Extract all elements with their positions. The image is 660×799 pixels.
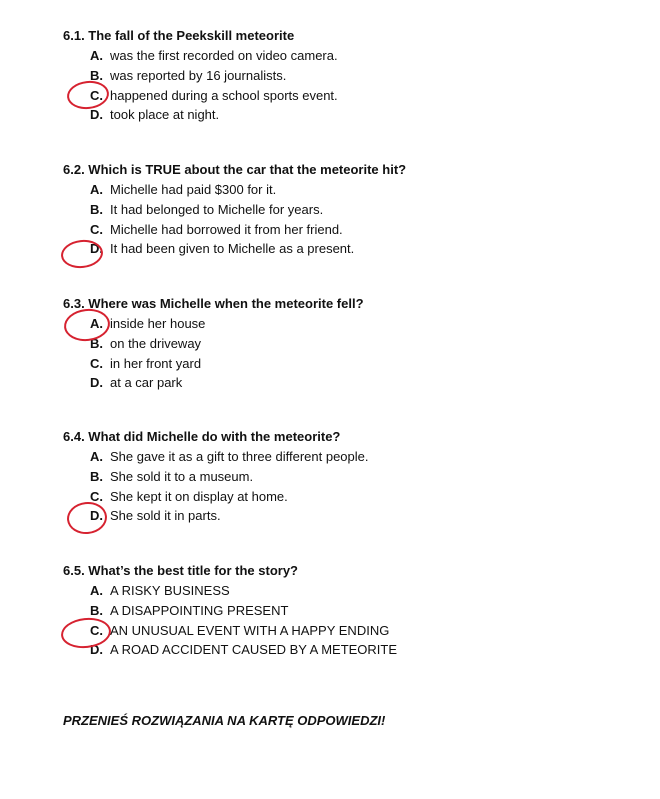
option-a[interactable] <box>63 447 623 467</box>
option-text: She gave it as a gift to three different people. <box>110 449 369 464</box>
option-d[interactable] <box>63 239 623 259</box>
option-b[interactable] <box>63 200 623 220</box>
question-6-2 <box>63 160 623 259</box>
option-d[interactable] <box>63 105 623 125</box>
option-a[interactable] <box>63 46 623 66</box>
option-text: Michelle had borrowed it from her friend. <box>110 221 343 237</box>
question-title: 6.3. Where was Michelle when the meteorite fell? <box>63 296 364 311</box>
option-text: in her front yard <box>110 355 202 371</box>
option-letter: D. <box>90 375 103 391</box>
question-6-1 <box>63 26 623 125</box>
option-text: A ROAD ACCIDENT CAUSED BY A METEORITE <box>110 642 398 658</box>
option-text: It had belonged to Michelle for years. <box>110 201 324 217</box>
option-b[interactable] <box>63 334 623 354</box>
option-letter: A. <box>90 316 103 331</box>
option-text: happened during a school sports event. <box>110 87 338 103</box>
option-text: A RISKY BUSINESS <box>110 583 230 598</box>
option-letter: A. <box>90 182 103 197</box>
option-letter: A. <box>90 583 103 598</box>
transfer-answers-instruction: PRZENIEŚ ROZWIĄZANIA NA KARTĘ ODPOWIEDZI! <box>63 713 386 728</box>
question-title: 6.4. What did Michelle do with the meteorite? <box>63 429 341 444</box>
option-letter: C. <box>90 355 103 371</box>
option-text: took place at night. <box>110 107 220 123</box>
option-c[interactable] <box>63 621 623 641</box>
option-letter: D. <box>90 642 103 658</box>
option-letter: A. <box>90 449 103 464</box>
option-c[interactable] <box>63 487 623 507</box>
option-text: was reported by 16 journalists. <box>110 67 287 83</box>
option-letter: C. <box>90 221 103 237</box>
option-b[interactable] <box>63 601 623 621</box>
option-a[interactable] <box>63 180 623 200</box>
option-letter: D. <box>90 241 103 257</box>
option-text: Michelle had paid $300 for it. <box>110 182 277 197</box>
option-c[interactable] <box>63 354 623 374</box>
option-letter: B. <box>90 602 103 618</box>
option-letter: C. <box>90 488 103 504</box>
option-text: A DISAPPOINTING PRESENT <box>110 602 289 618</box>
option-text: at a car park <box>110 375 183 391</box>
option-letter: B. <box>90 468 103 484</box>
option-letter: B. <box>90 335 103 351</box>
option-text: She kept it on display at home. <box>110 488 288 504</box>
option-letter: D. <box>90 508 103 524</box>
option-text: She sold it in parts. <box>110 508 221 524</box>
option-c[interactable] <box>63 220 623 240</box>
option-text: inside her house <box>110 316 206 331</box>
option-d[interactable] <box>63 506 623 526</box>
option-c[interactable] <box>63 86 623 106</box>
option-letter: A. <box>90 48 103 63</box>
question-6-4 <box>63 427 623 526</box>
option-a[interactable] <box>63 581 623 601</box>
question-title: 6.5. What’s the best title for the story? <box>63 563 298 578</box>
question-title: 6.2. Which is TRUE about the car that the meteorite hit? <box>63 162 407 177</box>
option-text: on the driveway <box>110 335 202 351</box>
option-a[interactable] <box>63 314 623 334</box>
option-d[interactable] <box>63 640 623 660</box>
option-letter: C. <box>90 87 103 103</box>
option-text: was the first recorded on video camera. <box>110 48 338 63</box>
option-d[interactable] <box>63 373 623 393</box>
option-text: It had been given to Michelle as a present. <box>110 241 355 257</box>
option-text: AN UNUSUAL EVENT WITH A HAPPY ENDING <box>110 622 390 638</box>
question-6-5 <box>63 561 623 660</box>
question-6-3 <box>63 294 623 393</box>
option-text: She sold it to a museum. <box>110 468 254 484</box>
option-letter: D. <box>90 107 103 123</box>
option-b[interactable] <box>63 467 623 487</box>
question-title: 6.1. The fall of the Peekskill meteorite <box>63 28 295 43</box>
option-b[interactable] <box>63 66 623 86</box>
option-letter: B. <box>90 201 103 217</box>
option-letter: B. <box>90 67 103 83</box>
option-letter: C. <box>90 622 103 638</box>
